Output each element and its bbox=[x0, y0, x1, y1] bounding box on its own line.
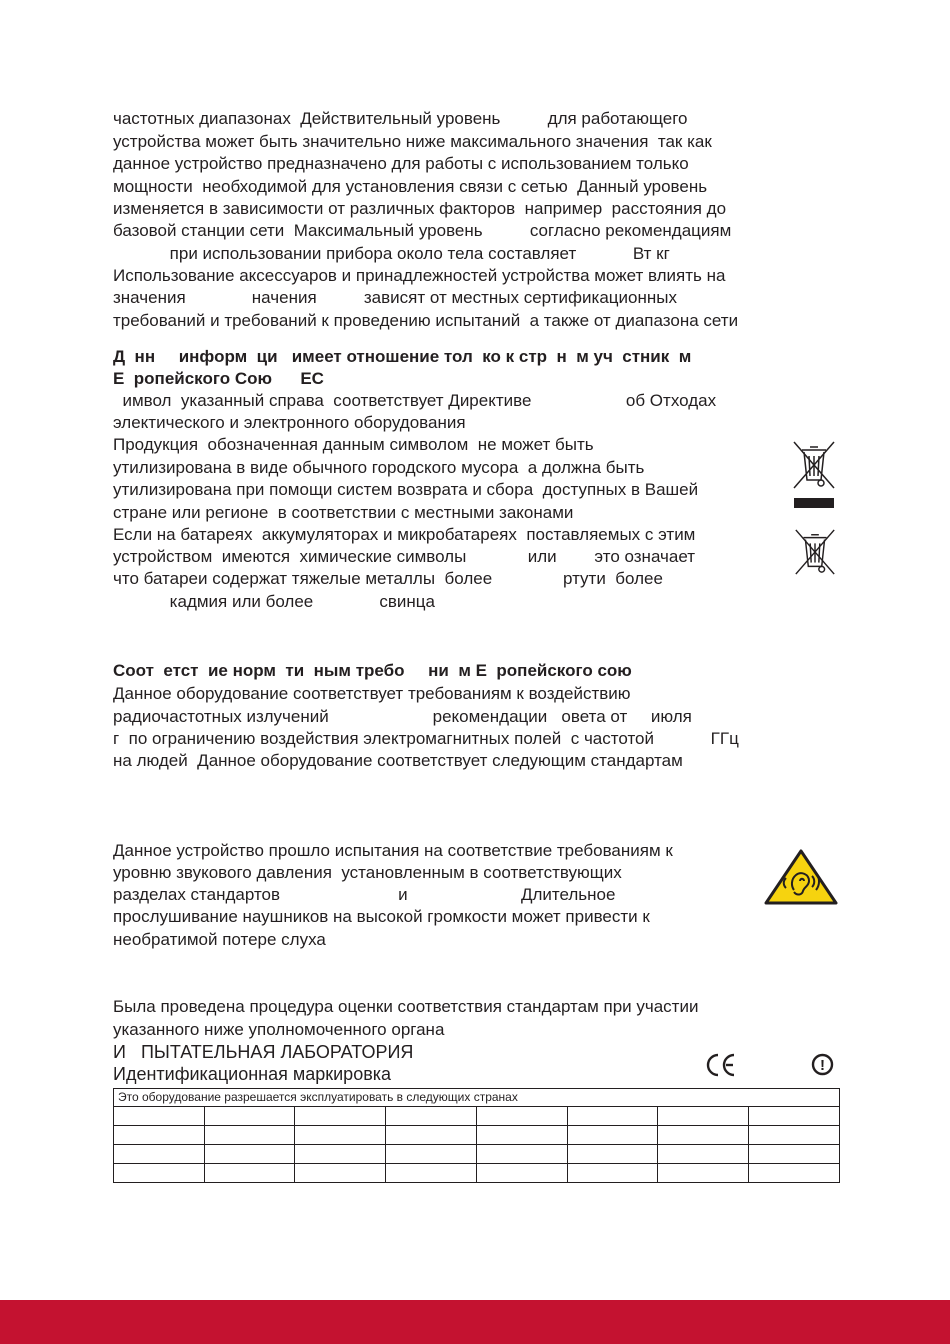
footer-bar bbox=[0, 1300, 950, 1344]
text-line: базовой станции сети Максимальный уровень согласно рекомендациям bbox=[113, 221, 732, 240]
table-cell bbox=[749, 1145, 840, 1164]
table-cell bbox=[295, 1107, 386, 1126]
text-line: стране или регионе в соответствии с местными законами bbox=[113, 503, 574, 522]
text-line: при использовании прибора около тела составляет Вт кг bbox=[113, 244, 670, 263]
table-cell bbox=[295, 1145, 386, 1164]
table-header-row bbox=[114, 1089, 840, 1107]
table-cell bbox=[567, 1126, 658, 1145]
text-line: радиочастотных излучений рекомендации овета от июля bbox=[113, 707, 692, 726]
table-cell bbox=[204, 1164, 295, 1183]
text-line: Продукция обозначенная данным символом не может быть bbox=[113, 435, 594, 454]
table-cell bbox=[658, 1126, 749, 1145]
text-line: Данное устройство прошло испытания на соответствие требованиям к bbox=[113, 841, 673, 860]
text-line: г по ограничению воздействия электромагнитных полей с частотой ГГц bbox=[113, 729, 739, 748]
table-row bbox=[114, 1164, 840, 1183]
table-cell bbox=[386, 1107, 477, 1126]
table-cell bbox=[386, 1145, 477, 1164]
id-label: Идентификационная маркировка bbox=[113, 1064, 392, 1084]
ce-mark-text: CE bbox=[705, 1052, 707, 1053]
crossed-out-wheelie-bin-icon bbox=[792, 527, 838, 577]
table-cell bbox=[386, 1164, 477, 1183]
table-cell bbox=[204, 1145, 295, 1164]
table-cell bbox=[295, 1164, 386, 1183]
text-line: частотных диапазонах Действительный уровень для работающего bbox=[113, 109, 688, 128]
text-line: данное устройство предназначено для работы с использованием только bbox=[113, 154, 689, 173]
table-cell bbox=[567, 1145, 658, 1164]
text-line: электического и электронного оборудования bbox=[113, 413, 466, 432]
table-cell bbox=[204, 1126, 295, 1145]
table-row bbox=[114, 1145, 840, 1164]
table-cell bbox=[658, 1107, 749, 1126]
text-line: требований и требований к проведению испытаний а также от диапазона сети bbox=[113, 311, 739, 330]
table-cell bbox=[114, 1145, 205, 1164]
table-cell bbox=[567, 1164, 658, 1183]
table-cell bbox=[476, 1107, 567, 1126]
table-cell bbox=[749, 1107, 840, 1126]
text-line: Данное оборудование соответствует требованиям к воздействию bbox=[113, 684, 631, 703]
text-line: имвол указанный справа соответствует Директиве об Отходах bbox=[113, 391, 717, 410]
text-line: мощности необходимой для установления связи с сетью Данный уровень bbox=[113, 177, 708, 196]
table-cell bbox=[386, 1126, 477, 1145]
table-header-cell: Это оборудование разрешается эксплуатировать в следующих странах bbox=[114, 1089, 840, 1107]
table-row bbox=[114, 1107, 840, 1126]
text-line: Использование аксессуаров и принадлежностей устройства может влиять на bbox=[113, 266, 726, 285]
ce-mark-icon bbox=[705, 1052, 737, 1078]
lab-label: И ПЫТАТЕЛЬНАЯ ЛАБОРАТОРИЯ bbox=[113, 1042, 414, 1062]
text-line: уровню звукового давления установленным в соответствующих bbox=[113, 863, 622, 882]
compliance-heading: Соот етст ие норм ти ным требо ни м Е ропейского сою bbox=[113, 661, 632, 680]
table-cell bbox=[658, 1164, 749, 1183]
text-line: на людей Данное оборудование соответствует следующим стандартам bbox=[113, 751, 683, 770]
text-line: что батареи содержат тяжелые металлы более ртути более bbox=[113, 569, 663, 588]
table-cell bbox=[749, 1164, 840, 1183]
table-row bbox=[114, 1126, 840, 1145]
eu-heading: Е ропейского Сою ЕС bbox=[113, 369, 324, 388]
text-line: необратимой потере слуха bbox=[113, 930, 326, 949]
table-cell bbox=[114, 1107, 205, 1126]
table-cell bbox=[114, 1164, 205, 1183]
text-line: изменяется в зависимости от различных факторов например расстояния до bbox=[113, 199, 727, 218]
crossed-out-wheelie-bin-icon bbox=[790, 440, 838, 510]
table-cell bbox=[114, 1126, 205, 1145]
text-line: устройством имеются химические символы или это означает bbox=[113, 547, 696, 566]
table-cell bbox=[476, 1126, 567, 1145]
text-line: устройства может быть значительно ниже максимального значения так как bbox=[113, 132, 712, 151]
table-cell bbox=[658, 1145, 749, 1164]
table-cell bbox=[476, 1164, 567, 1183]
alert-circle-icon bbox=[811, 1053, 834, 1076]
table-cell bbox=[476, 1145, 567, 1164]
table-cell bbox=[749, 1126, 840, 1145]
text-line: прослушивание наушников на высокой громкости может привести к bbox=[113, 907, 650, 926]
text-line: Была проведена процедура оценки соответствия стандартам при участии bbox=[113, 997, 699, 1016]
text-line: указанного ниже уполномоченного органа bbox=[113, 1020, 445, 1039]
alert-mark: ! bbox=[820, 1057, 825, 1074]
eu-heading: Д нн информ ци имеет отношение тол ко к стр н м уч стник м bbox=[113, 347, 692, 366]
text-line: Если на батареях аккумуляторах и микробатареях поставляемых с этим bbox=[113, 525, 696, 544]
hearing-damage-warning-icon bbox=[763, 848, 839, 906]
table-cell bbox=[204, 1107, 295, 1126]
text-line: кадмия или более свинца bbox=[113, 592, 435, 611]
text-line: утилизирована при помощи систем возврата и сбора доступных в Вашей bbox=[113, 480, 699, 499]
table-cell bbox=[295, 1126, 386, 1145]
text-line: разделах стандартов и Длительное bbox=[113, 885, 616, 904]
countries-table bbox=[113, 1088, 840, 1183]
text-line: утилизирована в виде обычного городского мусора а должна быть bbox=[113, 458, 645, 477]
text-line: значения начения зависят от местных сертификационных bbox=[113, 288, 677, 307]
table-cell bbox=[567, 1107, 658, 1126]
